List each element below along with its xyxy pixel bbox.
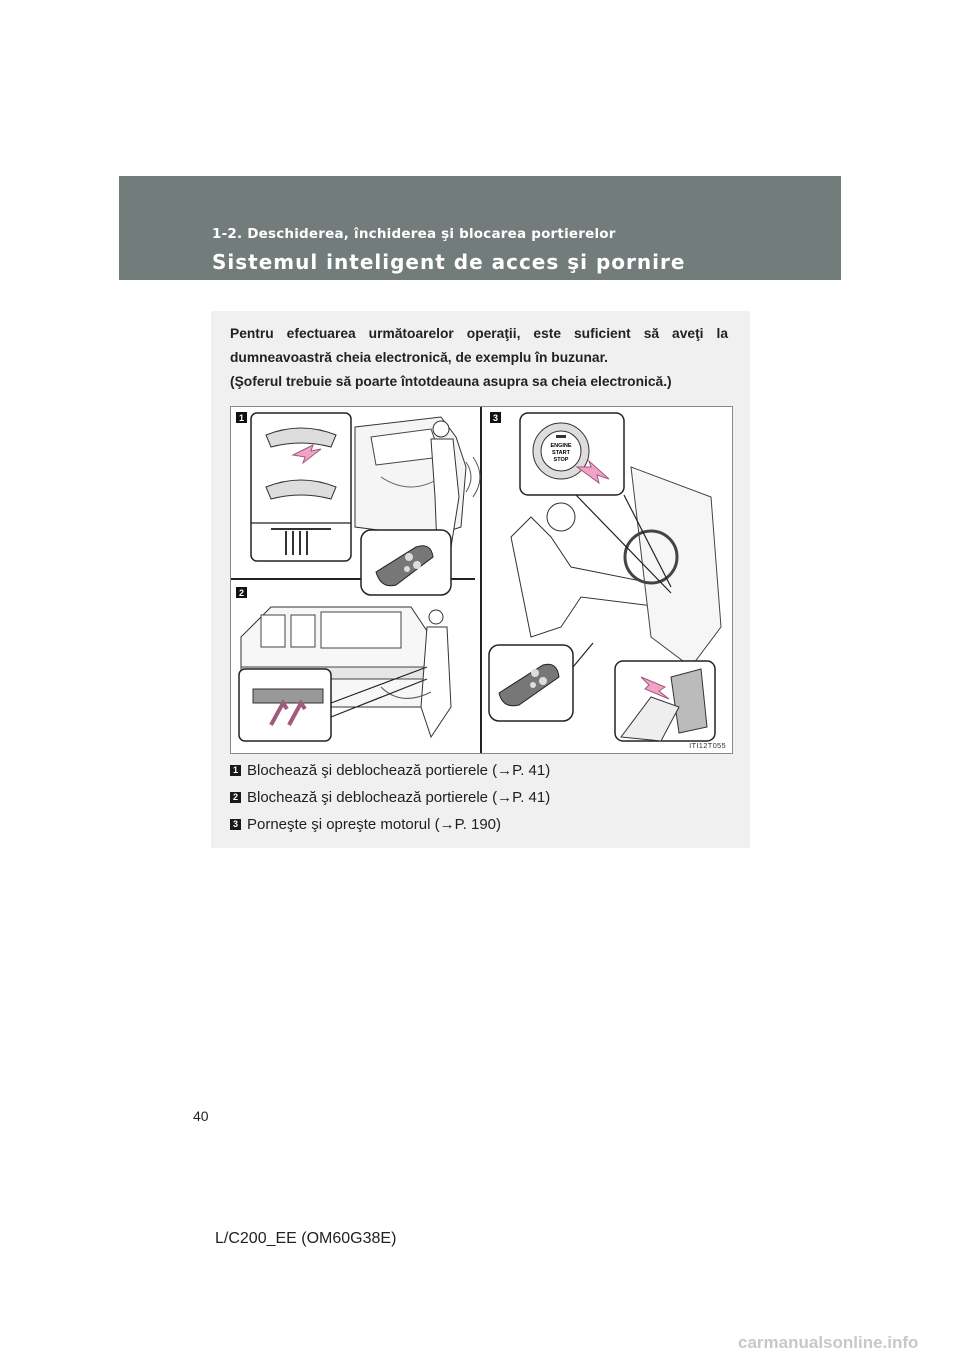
list-item-text: Porneşte şi opreşte motorul (→P. 190) xyxy=(247,816,502,833)
list-item-text: Blochează şi deblochează portierele (→P. 41) xyxy=(247,762,551,779)
intro-line: dumneavoastră cheia electronică, de exemplu în buzunar. xyxy=(230,350,609,365)
section-label: 1-2. Deschiderea, închiderea şi blocarea portierelor xyxy=(212,226,616,242)
svg-text:carmanualsonline.info: carmanualsonline.info xyxy=(738,1333,919,1352)
page-title: Sistemul inteligent de acces şi pornire xyxy=(212,250,686,274)
intro-line: Pentru efectuarea următoarelor operaţii, este suficient să aveţi la xyxy=(230,326,728,341)
page-number: 40 xyxy=(193,1108,209,1124)
number-badge: 3 xyxy=(230,819,241,830)
feature-list xyxy=(230,758,730,839)
list-item-text: Blochează şi deblochează portierele (→P. 41) xyxy=(247,789,551,806)
start-label: START xyxy=(552,450,570,456)
figure-code: ITI12T055 xyxy=(689,741,726,750)
site-logo xyxy=(736,1330,958,1354)
list-item xyxy=(230,785,730,810)
panel-label-2: 2 xyxy=(238,588,245,598)
list-item xyxy=(230,758,730,783)
illustration-drawing xyxy=(231,407,732,753)
stop-label: STOP xyxy=(553,457,569,463)
list-item xyxy=(230,812,730,837)
number-badge: 2 xyxy=(230,792,241,803)
panel-label-3: 3 xyxy=(492,413,499,423)
illustration xyxy=(230,406,733,754)
engine-label: ENGINE xyxy=(550,443,572,449)
intro-text xyxy=(230,322,728,394)
document-code: L/C200_EE (OM60G38E) xyxy=(215,1230,397,1247)
number-badge: 1 xyxy=(230,765,241,776)
panel-label-1: 1 xyxy=(238,413,245,423)
intro-line: (Şoferul trebuie să poarte întotdeauna asupra sa cheia electronică.) xyxy=(230,374,672,389)
